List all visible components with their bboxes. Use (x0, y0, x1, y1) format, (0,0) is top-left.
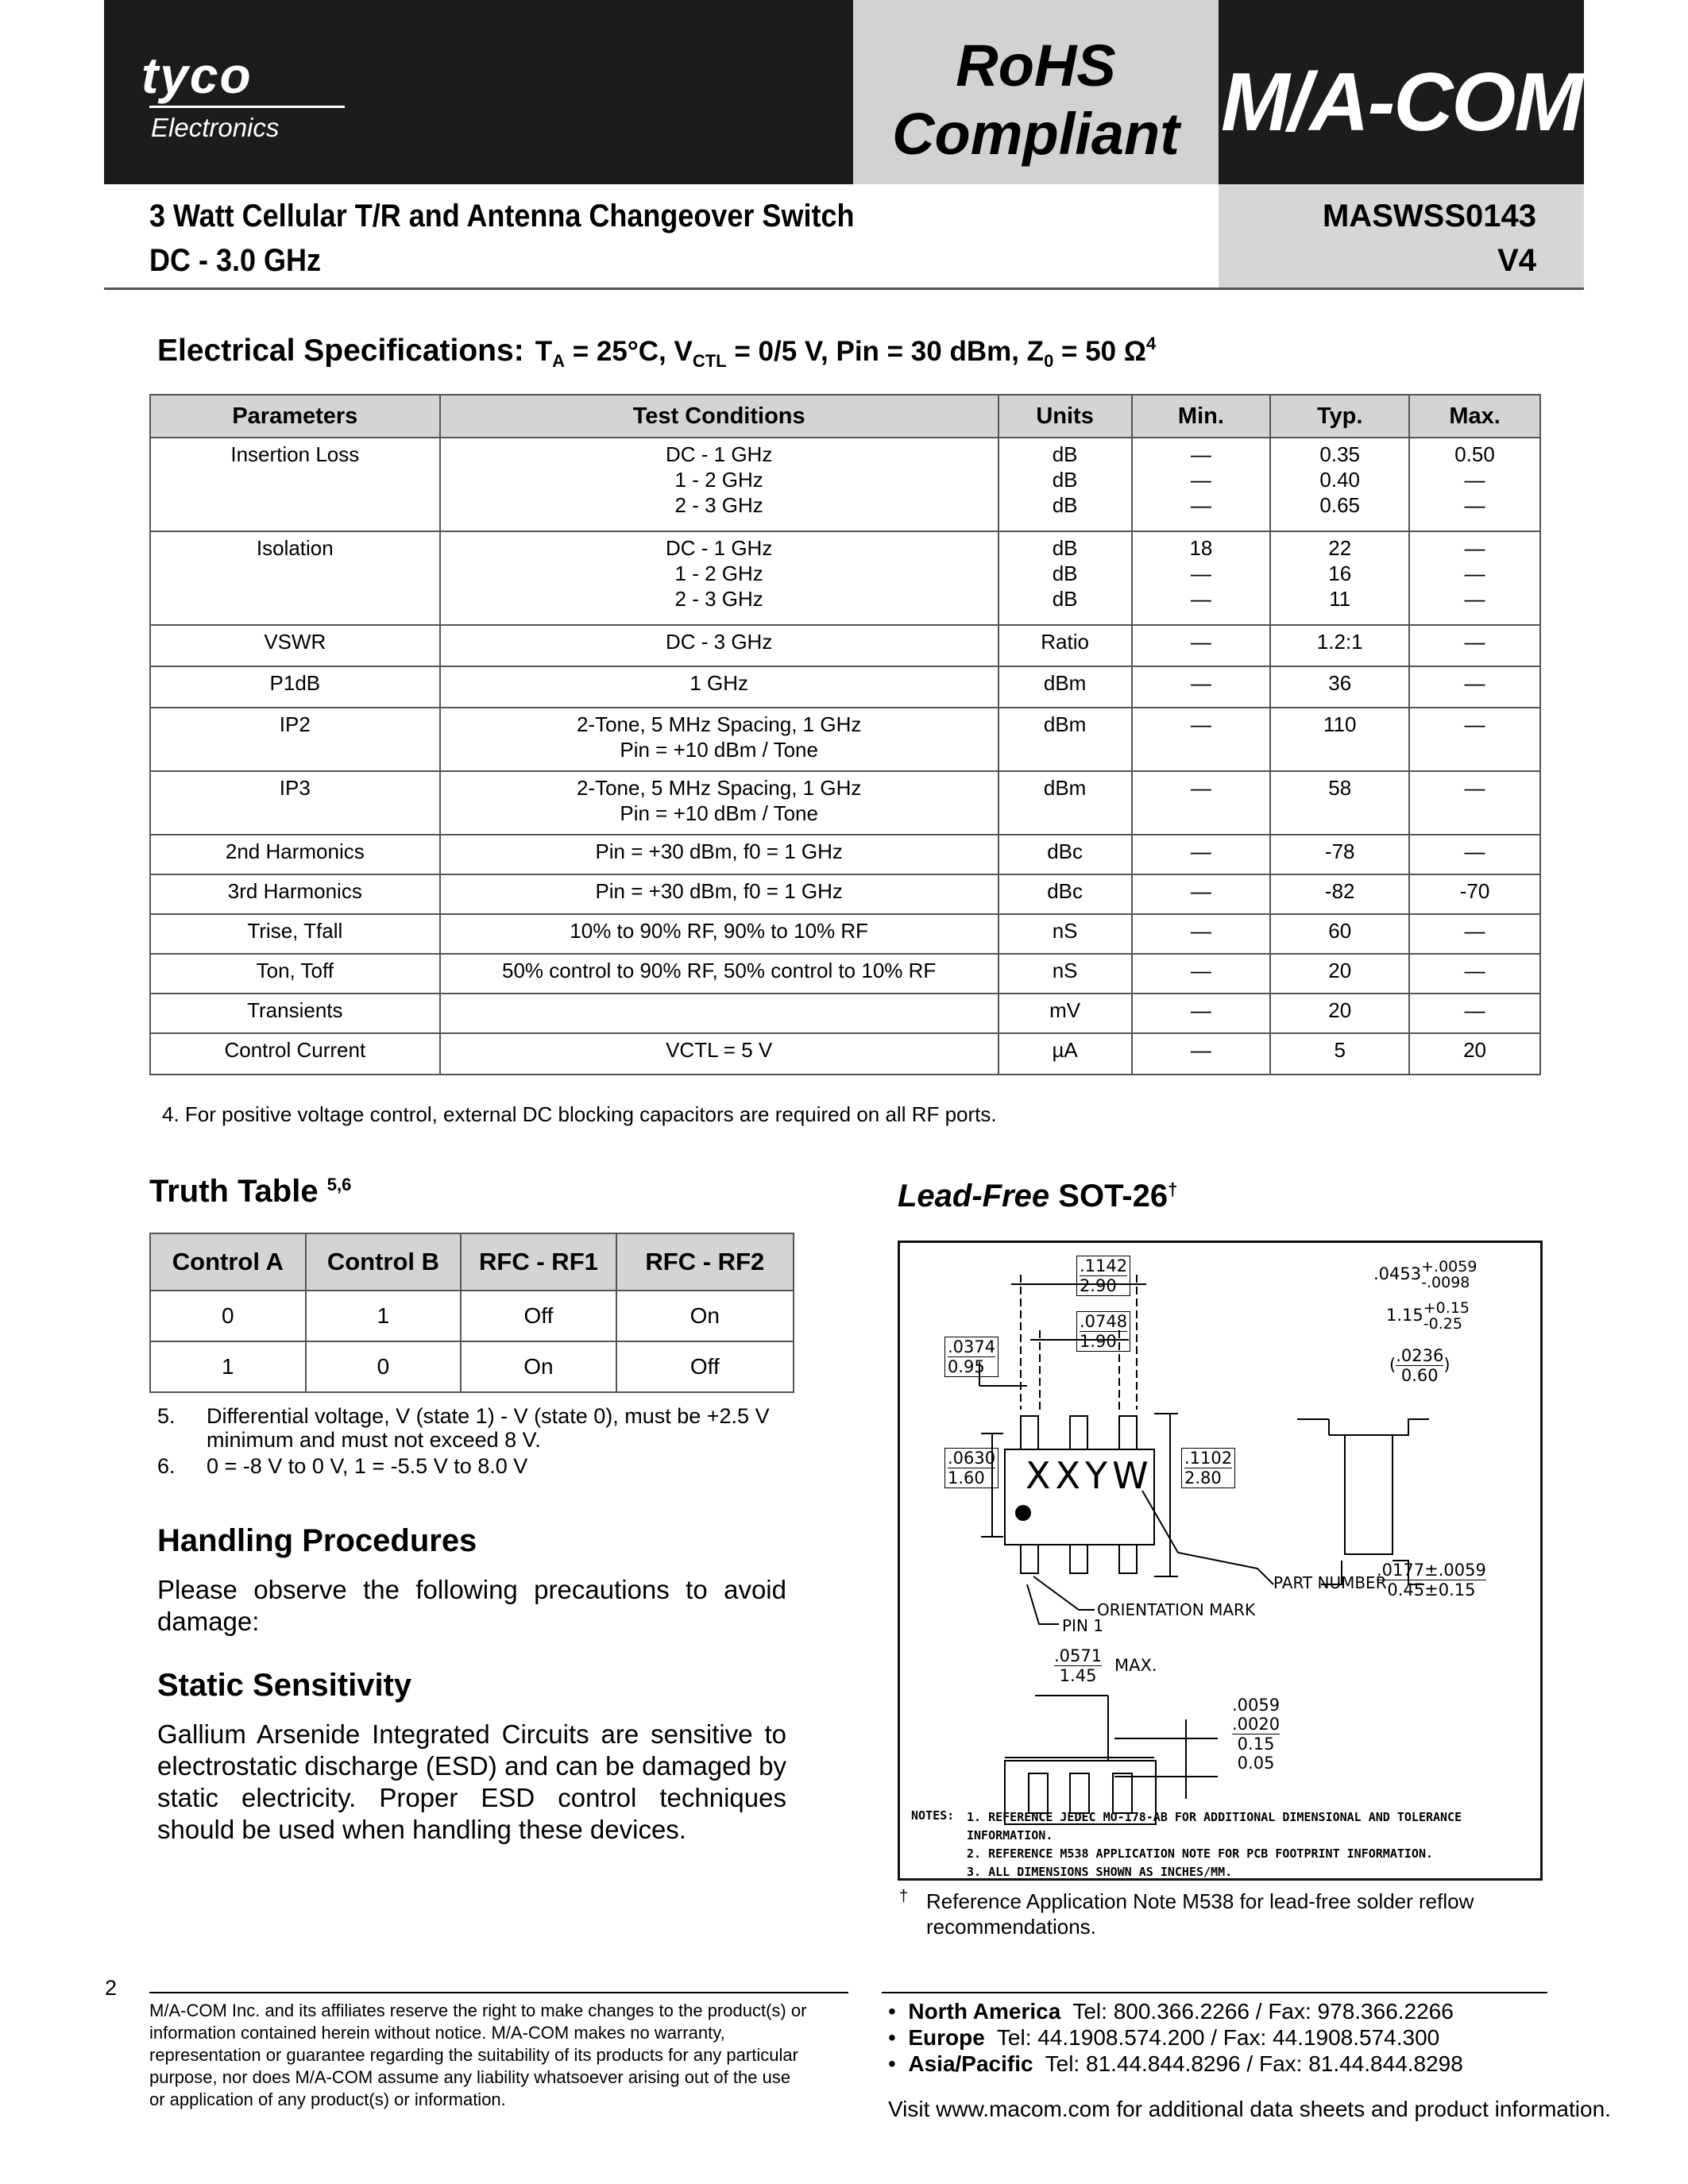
cell-line: — (1190, 493, 1211, 517)
column-header: Test Conditions (440, 395, 999, 438)
page-number: 2 (105, 1976, 118, 2000)
cell-line: — (1190, 998, 1211, 1022)
table-cell: 0 (306, 1341, 462, 1392)
product-title-line1: 3 Watt Cellular T/R and Antenna Changeover Switch (149, 199, 855, 233)
column-header: RFC - RF2 (616, 1233, 794, 1291)
cell-line: Insertion Loss (230, 442, 360, 466)
footnote-6-number: 6. (157, 1454, 176, 1478)
cell-line: 10% to 90% RF, 90% to 10% RF (570, 919, 869, 943)
cell-line: — (1464, 839, 1485, 863)
table-row (150, 1341, 794, 1392)
package-note: 1. REFERENCE JEDEC MO-178-AB FOR ADDITIONAL DIMENSIONAL AND TOLERANCE INFORMATION. (967, 1810, 1462, 1843)
handling-text: Please observe the following precautions to avoid damage: (157, 1575, 786, 1636)
table-row (150, 771, 1540, 835)
cell-line: Isolation (256, 536, 334, 560)
cell-line: — (1190, 630, 1211, 654)
cell-line: dB (1052, 536, 1078, 560)
table-cell (1409, 954, 1540, 994)
cell-line: VCTL = 5 V (666, 1038, 773, 1062)
table-cell (1132, 438, 1271, 531)
dim-0374: $\frac{.0374}{0.95}$ (944, 1337, 999, 1377)
label-pin1: PIN 1 (1062, 1616, 1104, 1635)
table-row (150, 708, 1540, 771)
header-rule (104, 287, 1584, 290)
dim-0630: $\frac{.0630}{1.60}$ (944, 1448, 999, 1488)
cell-line: — (1190, 442, 1211, 466)
table-cell (999, 531, 1132, 625)
cell-line: Pin = +30 dBm, f0 = 1 GHz (595, 879, 843, 903)
cell-line: 22 (1328, 536, 1352, 560)
table-cell (440, 438, 999, 531)
cell-line: — (1190, 919, 1211, 943)
package-note: 3. ALL DIMENSIONS SHOWN AS INCHES/MM. (967, 1865, 1233, 1879)
cell-line: 3rd Harmonics (227, 879, 362, 903)
table-cell (440, 531, 999, 625)
footer-rule (149, 1992, 848, 1993)
cell-line: -70 (1459, 879, 1490, 903)
table-cell (150, 771, 440, 835)
cell-line: — (1190, 879, 1211, 903)
cell-line: — (1190, 561, 1211, 585)
contact-europe: • Europe Tel: 44.1908.574.200 / Fax: 44.1908.574.300 (888, 2025, 1440, 2050)
table-cell: 0 (150, 1291, 306, 1341)
cell-line: — (1464, 468, 1485, 492)
contact-north-america: • North America Tel: 800.366.2266 / Fax: 978.366.2266 (888, 1999, 1454, 2024)
table-cell (440, 914, 999, 954)
table-cell (440, 874, 999, 914)
table-cell (1270, 531, 1409, 625)
table-cell (150, 914, 440, 954)
table-cell (1132, 531, 1271, 625)
column-header: Parameters (150, 395, 440, 438)
table-cell (440, 666, 999, 708)
footnote-5-number: 5. (157, 1404, 176, 1428)
dim-1142: $\frac{.1142}{2.90}$ (1076, 1256, 1130, 1296)
table-cell: Off (461, 1291, 616, 1341)
cell-line: 2-Tone, 5 MHz Spacing, 1 GHz (576, 712, 862, 736)
table-cell (1132, 771, 1271, 835)
cell-line: — (1190, 468, 1211, 492)
footer-visit-text: Visit www.macom.com for additional data sheets and product information. (888, 2097, 1611, 2121)
cell-line: -78 (1324, 839, 1355, 863)
cell-line: 0.40 (1319, 468, 1361, 492)
table-cell (1132, 708, 1271, 771)
table-row (150, 666, 1540, 708)
cell-line: 20 (1328, 998, 1352, 1022)
table-cell (1270, 994, 1409, 1033)
table-cell (150, 666, 440, 708)
table-cell (1132, 994, 1271, 1033)
tyco-logo-rule (149, 106, 345, 108)
table-cell (999, 994, 1132, 1033)
table-cell (150, 954, 440, 994)
electrical-specs-heading (157, 334, 1156, 372)
product-title-line2: DC - 3.0 GHz (149, 243, 322, 278)
dim-0236: ( $\frac{.0236}{0.60}$) (1389, 1346, 1450, 1385)
cell-line: dB (1052, 442, 1078, 466)
dim-0453: .0453 +.0059 -.0098 (1373, 1258, 1477, 1291)
cell-line: — (1464, 671, 1485, 695)
cell-line: — (1190, 776, 1211, 800)
cell-line: 110 (1323, 712, 1357, 736)
footer-contacts (888, 1998, 1463, 2077)
table-cell: On (616, 1291, 794, 1341)
table-row (150, 914, 1540, 954)
cell-line: P1dB (269, 671, 321, 695)
dim-0571: .0571 1.45 (1054, 1646, 1103, 1685)
table-cell (1270, 771, 1409, 835)
table-cell (1409, 666, 1540, 708)
table-cell (1270, 625, 1409, 666)
part-number (1219, 194, 1536, 283)
table-row (150, 1033, 1540, 1075)
cell-line: — (1464, 493, 1485, 517)
table-cell (1132, 914, 1271, 954)
table-cell (440, 1033, 999, 1075)
rohs-line2: Compliant (892, 101, 1180, 167)
cell-line: Pin = +10 dBm / Tone (620, 801, 818, 825)
table-cell (999, 954, 1132, 994)
cell-line: 1 GHz (689, 671, 748, 695)
cell-line: 58 (1328, 776, 1352, 800)
table-cell (1132, 835, 1271, 874)
table-header-row (150, 1233, 794, 1291)
cell-line: IP2 (279, 712, 311, 736)
cell-line: 0.65 (1319, 493, 1361, 517)
column-header: Min. (1132, 395, 1271, 438)
package-heading: Lead-Free SOT-26† (898, 1179, 1178, 1214)
table-cell (1409, 708, 1540, 771)
table-cell (1270, 914, 1409, 954)
part-number-value: MASWSS0143 (1323, 199, 1536, 233)
table-row (150, 625, 1540, 666)
table-cell: On (461, 1341, 616, 1392)
cell-line: 2-Tone, 5 MHz Spacing, 1 GHz (576, 776, 862, 800)
cell-line: — (1464, 959, 1485, 982)
footnote-4: 4. For positive voltage control, external DC blocking capacitors are required on all RF ports. (162, 1102, 997, 1126)
cell-line: dBm (1043, 671, 1087, 695)
column-header: Typ. (1270, 395, 1409, 438)
table-cell (999, 874, 1132, 914)
electrical-specs-table (149, 394, 1541, 1075)
column-header: RFC - RF1 (461, 1233, 616, 1291)
package-footnote: † Reference Application Note M538 for lead-free solder reflow recommendations. (899, 1888, 1474, 1939)
table-cell (1409, 625, 1540, 666)
cell-line: — (1464, 712, 1485, 736)
table-cell (1270, 874, 1409, 914)
table-cell (1409, 771, 1540, 835)
electrical-specs-conditions: $T_A = 25^\circ C$, $V_{CTL} = 0/5$ V, Pin = 30 dBm, $Z_0 = 50$ $\Omega^4$ (535, 334, 1157, 371)
package-drawing (898, 1241, 1543, 1881)
cell-line: Transients (247, 998, 343, 1022)
cell-line: dB (1052, 587, 1078, 611)
table-cell (1409, 874, 1540, 914)
static-heading: Static Sensitivity (157, 1668, 412, 1703)
table-cell (440, 625, 999, 666)
label-part-number: PART NUMBER (1273, 1573, 1387, 1592)
column-header: Control B (306, 1233, 462, 1291)
table-cell (150, 874, 440, 914)
cell-line: Ton, Toff (256, 959, 334, 982)
dim-0748: $\frac{.0748}{1.90}$ (1076, 1311, 1130, 1352)
table-row (150, 1291, 794, 1341)
footer-rule (882, 1992, 1547, 1993)
table-cell (440, 708, 999, 771)
table-cell (1270, 1033, 1409, 1075)
table-cell: 1 (150, 1341, 306, 1392)
table-cell (1270, 666, 1409, 708)
cell-line: — (1190, 1038, 1211, 1062)
dim-115: 1.15 +0.15 -0.25 (1386, 1299, 1470, 1333)
table-cell (999, 666, 1132, 708)
cell-line: 36 (1328, 671, 1352, 695)
cell-line: Pin = +30 dBm, f0 = 1 GHz (595, 839, 843, 863)
cell-line: dBm (1043, 776, 1087, 800)
cell-line: dBc (1047, 879, 1083, 903)
package-note: 2. REFERENCE M538 APPLICATION NOTE FOR PCB FOOTPRINT INFORMATION. (967, 1846, 1433, 1861)
cell-line: nS (1052, 959, 1078, 982)
table-row (150, 994, 1540, 1033)
cell-line: Control Current (224, 1038, 366, 1062)
table-cell (440, 954, 999, 994)
cell-line: 60 (1328, 919, 1352, 943)
table-header-row (150, 395, 1540, 438)
table-cell (999, 708, 1132, 771)
footnote-5-text: Differential voltage, V (state 1) - V (state 0), must be +2.5 V minimum and must not exceed 8 V. (207, 1404, 770, 1452)
cell-line: dB (1052, 468, 1078, 492)
table-cell (440, 771, 999, 835)
table-cell (440, 835, 999, 874)
table-row (150, 835, 1540, 874)
dim-0177: .0177±.0059 0.45±0.15 (1377, 1561, 1486, 1599)
cell-line: — (1464, 919, 1485, 943)
column-header: Control A (150, 1233, 306, 1291)
table-cell (440, 994, 999, 1033)
table-cell (150, 625, 440, 666)
cell-line: 2 - 3 GHz (674, 587, 763, 611)
table-cell (999, 438, 1132, 531)
rohs-badge (853, 32, 1219, 168)
table-cell: 1 (306, 1291, 462, 1341)
table-cell (1270, 954, 1409, 994)
table-cell (150, 1033, 440, 1075)
cell-line: 20 (1463, 1038, 1487, 1062)
table-cell (1132, 954, 1271, 994)
cell-line: 50% control to 90% RF, 50% control to 10% RF (502, 959, 937, 982)
column-header: Max. (1409, 395, 1540, 438)
cell-line: DC - 3 GHz (665, 630, 773, 654)
cell-line: — (1190, 712, 1211, 736)
cell-line: -82 (1324, 879, 1355, 903)
table-cell (150, 835, 440, 874)
tyco-logo-sub: Electronics (151, 113, 280, 142)
cell-line: DC - 1 GHz (665, 536, 773, 560)
table-cell (999, 835, 1132, 874)
cell-line: dB (1052, 561, 1078, 585)
table-cell (999, 771, 1132, 835)
table-cell (999, 625, 1132, 666)
cell-line: nS (1052, 919, 1078, 943)
table-cell (150, 438, 440, 531)
table-cell (1409, 994, 1540, 1033)
footer-disclaimer: M/A-COM Inc. and its affiliates reserve the right to make changes to the product(s) or information contained herein without notice. M/A-COM makes no warranty, representation or guarantee regarding the suitability of its products for any particular purpose, nor does M/A-COM assume any liability whatsoever arising out of the use or application of any product(s) or information. (149, 2001, 807, 2109)
truth-table-heading: Truth Table $^{5,6}$ (149, 1174, 352, 1209)
cell-line: 2 - 3 GHz (674, 493, 763, 517)
tyco-logo: tyco (141, 47, 253, 104)
table-row (150, 438, 1540, 531)
cell-line: Ratio (1041, 630, 1089, 654)
cell-line: — (1464, 536, 1485, 560)
cell-line: — (1190, 959, 1211, 982)
product-title (149, 194, 854, 283)
cell-line: — (1464, 998, 1485, 1022)
table-cell (1409, 835, 1540, 874)
cell-line: 16 (1328, 561, 1352, 585)
cell-line: Trise, Tfall (247, 919, 343, 943)
dim-0059: .0059 .0020 0.15 0.05 (1232, 1696, 1280, 1773)
package-notes (967, 1808, 1540, 1881)
table-cell (1270, 835, 1409, 874)
table-cell (999, 1033, 1132, 1075)
cell-line: µA (1052, 1038, 1078, 1062)
macom-logo: M/A-COM (1221, 56, 1582, 149)
table-row (150, 531, 1540, 625)
truth-table (149, 1233, 794, 1393)
cell-line: 0.35 (1319, 442, 1361, 466)
rohs-line1: RoHS (956, 33, 1116, 98)
cell-line: 1 - 2 GHz (674, 561, 763, 585)
table-cell: Off (616, 1341, 794, 1392)
table-cell (150, 708, 440, 771)
cell-line: VSWR (264, 630, 326, 654)
table-cell (1132, 1033, 1271, 1075)
table-row (150, 874, 1540, 914)
footnote-6-text: 0 = -8 V to 0 V, 1 = -5.5 V to 8.0 V (207, 1454, 528, 1478)
cell-line: — (1464, 776, 1485, 800)
cell-line: — (1464, 630, 1485, 654)
table-cell (1409, 914, 1540, 954)
electrical-specs-title: Electrical Specifications: (157, 334, 524, 368)
label-orientation-mark: ORIENTATION MARK (1097, 1600, 1256, 1619)
cell-line: 2nd Harmonics (225, 839, 365, 863)
cell-line: — (1190, 839, 1211, 863)
cell-line: 0.50 (1454, 442, 1495, 466)
cell-line: DC - 1 GHz (665, 442, 773, 466)
cell-line: 20 (1328, 959, 1352, 982)
cell-line: 1.2:1 (1316, 630, 1363, 654)
package-notes-title: NOTES: (911, 1808, 955, 1823)
cell-line: dB (1052, 493, 1078, 517)
table-cell (1270, 708, 1409, 771)
cell-line: dBm (1043, 712, 1087, 736)
dim-1102: $\frac{.1102}{2.80}$ (1181, 1448, 1235, 1488)
cell-line: mV (1049, 998, 1081, 1022)
contact-asia-pacific: • Asia/Pacific Tel: 81.44.844.8296 / Fax: 81.44.844.8298 (888, 2051, 1463, 2076)
dim-max: MAX. (1114, 1656, 1157, 1675)
table-cell (1132, 625, 1271, 666)
orientation-dot (1015, 1505, 1031, 1521)
table-cell (1409, 438, 1540, 531)
table-cell (150, 531, 440, 625)
table-cell (1132, 666, 1271, 708)
cell-line: 1 - 2 GHz (674, 468, 763, 492)
table-cell (1409, 531, 1540, 625)
table-cell (1409, 1033, 1540, 1075)
cell-line: Pin = +10 dBm / Tone (620, 738, 818, 762)
cell-line: — (1190, 587, 1211, 611)
table-cell (999, 914, 1132, 954)
cell-line: 18 (1189, 536, 1213, 560)
cell-line: 5 (1334, 1038, 1346, 1062)
cell-line: 11 (1329, 587, 1351, 611)
table-cell (1132, 874, 1271, 914)
table-cell (1270, 438, 1409, 531)
part-marking: XXYW (1026, 1454, 1153, 1497)
table-cell (150, 994, 440, 1033)
handling-heading: Handling Procedures (157, 1523, 477, 1558)
static-text: Gallium Arsenide Integrated Circuits are sensitive to electrostatic discharge (ESD) and can be damaged by static electricity. Proper ESD control techniques should be used when handling these devices. (157, 1719, 786, 1844)
cell-line: IP3 (279, 776, 311, 800)
version-value: V4 (1497, 243, 1536, 278)
cell-line: — (1190, 671, 1211, 695)
cell-line: dBc (1047, 839, 1083, 863)
cell-line: — (1464, 587, 1485, 611)
table-row (150, 954, 1540, 994)
cell-line: — (1464, 561, 1485, 585)
column-header: Units (999, 395, 1132, 438)
